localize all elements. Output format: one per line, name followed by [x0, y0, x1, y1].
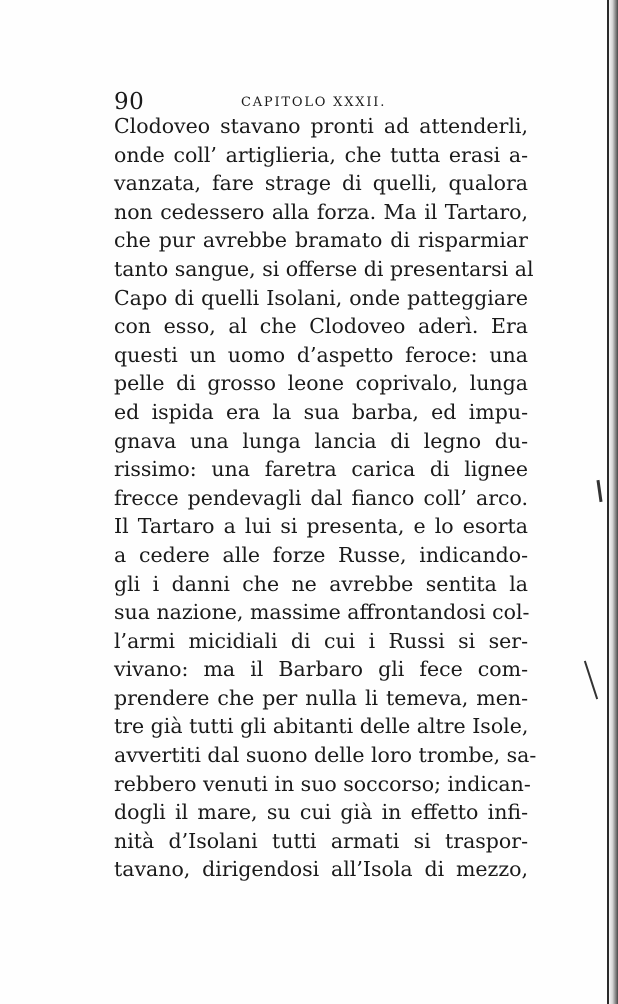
text-line: che pur avrebbe bramato di risparmiar: [114, 228, 528, 253]
text-line: tanto sangue, si offerse di presentarsi al: [114, 256, 534, 281]
page-number: 90: [114, 89, 145, 115]
text-line: tavano, dirigendosi all’Isola di mezzo,: [114, 857, 528, 882]
body-text: [114, 112, 537, 884]
text-line: gnava una lunga lancia di legno du-: [114, 428, 528, 453]
text-line: rebbero venuti in suo soccorso; indican-: [114, 771, 531, 796]
text-line: rissimo: una faretra carica di lignee: [114, 457, 528, 482]
text-line: Clodoveo stavano pronti ad attenderli,: [114, 114, 528, 138]
text-line: Capo di quelli Isolani, onde patteggiare: [114, 285, 528, 310]
text-line: frecce pendevagli dal fianco coll’ arco.: [114, 485, 528, 510]
page-edge-mark: [596, 480, 602, 502]
text-line: Il Tartaro a lui si presenta, e lo esorta: [114, 514, 528, 539]
text-line: tre già tutti gli abitanti delle altre Isole,: [114, 714, 529, 739]
text-line: l’armi micidiali di cui i Russi si ser-: [114, 628, 528, 653]
page-edge-line: [607, 0, 609, 1004]
page-edge-mark: [584, 661, 598, 700]
text-line: avvertiti dal suono delle loro trombe, sa-: [114, 743, 537, 768]
text-line: gli i danni che ne avrebbe sentita la: [114, 571, 528, 596]
text-line: dogli il mare, su cui già in effetto infi-: [114, 800, 528, 825]
text-line: onde coll’ artiglieria, che tutta erasi a-: [114, 142, 528, 167]
text-line: prendere che per nulla li temeva, men-: [114, 685, 528, 710]
text-line: sua nazione, massime affrontandosi col-: [114, 600, 530, 625]
text-line: con esso, al che Clodoveo aderì. Era: [114, 314, 528, 339]
text-line: ed ispida era la sua barba, ed impu-: [114, 399, 528, 424]
text-line: a cedere alle forze Russe, indicando-: [114, 542, 528, 567]
text-line: pelle di grosso leone coprivalo, lunga: [114, 371, 528, 396]
text-line: vanzata, fare strage di quelli, qualora: [114, 171, 528, 196]
text-line: questi un uomo d’aspetto feroce: una: [114, 342, 528, 367]
text-line: non cedessero alla forza. Ma il Tartaro,: [114, 199, 528, 224]
page-edge-shadow: [608, 0, 618, 1004]
text-line: vivano: ma il Barbaro gli fece com-: [114, 657, 528, 682]
running-head: CAPITOLO XXXII.: [241, 95, 387, 110]
text-line: nità d’Isolani tutti armati si traspor-: [114, 828, 528, 853]
